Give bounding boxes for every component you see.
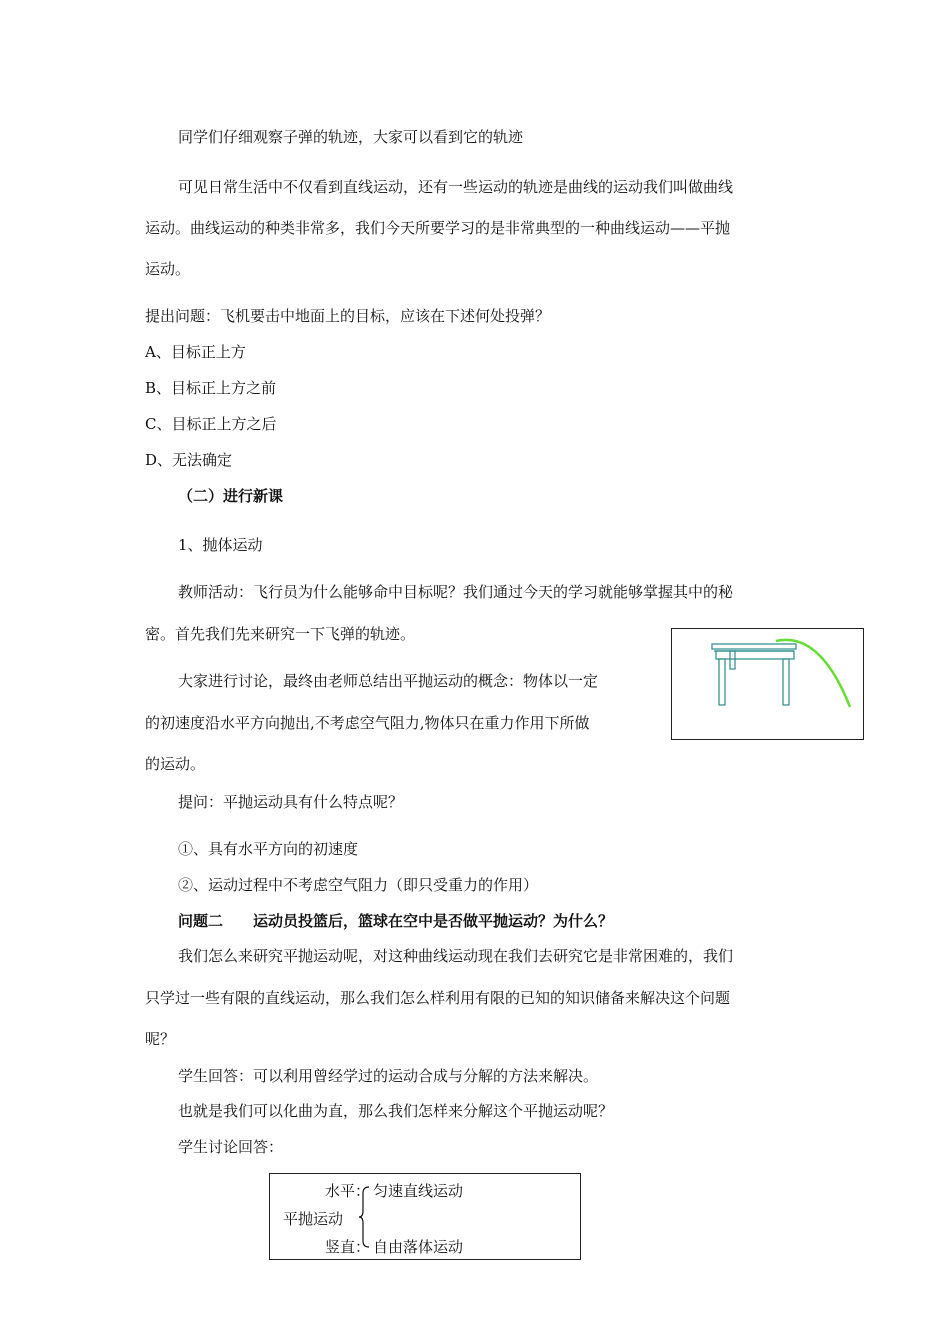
- option-d: D、无法确定: [145, 451, 233, 469]
- table-drawing: [712, 644, 796, 705]
- section-heading: （二）进行新课: [178, 487, 284, 505]
- paragraph-curve-intro-1: 可见日常生活中不仅看到直线运动，还有一些运动的轨迹是曲线的运动我们叫做曲线: [178, 178, 734, 196]
- main-label: 平抛运动: [283, 1210, 344, 1228]
- paragraph-curve-intro-2: 运动。曲线运动的种类非常多，我们今天所要学习的是非常典型的一种曲线运动——平抛: [145, 219, 731, 237]
- option-c: C、目标正上方之后: [145, 415, 277, 433]
- ask-question: 提问：平抛运动具有什么特点呢？: [178, 793, 404, 811]
- teacher-activity-1: 教师活动：飞行员为什么能够命中目标呢？我们通过今天的学习就能够掌握其中的秘: [178, 583, 734, 601]
- discussion-3: 的运动。: [145, 755, 206, 773]
- feature-1: ①、具有水平方向的初速度: [178, 840, 359, 858]
- projectile-figure: [671, 628, 864, 740]
- vertical-label: 竖直：: [325, 1238, 371, 1256]
- paragraph-bullet-trajectory: 同学们仔细观察子弹的轨迹，大家可以看到它的轨迹: [178, 128, 524, 146]
- option-a: A、目标正上方: [145, 343, 246, 361]
- decompose-question: 也就是我们可以化曲为直，那么我们怎样来分解这个平抛运动呢？: [178, 1102, 614, 1120]
- student-answer: 学生回答：可以利用曾经学过的运动合成与分解的方法来解决。: [178, 1067, 599, 1085]
- teacher-activity-2: 密。首先我们先来研究一下飞弹的轨迹。: [145, 625, 416, 643]
- discussion-2: 的初速度沿水平方向抛出,不考虑空气阻力,物体只在重力作用下所做: [145, 714, 590, 732]
- horizontal-value: 匀速直线运动: [373, 1182, 464, 1200]
- feature-2: ②、运动过程中不考虑空气阻力（即只受重力的作用）: [178, 876, 539, 894]
- research-2: 只学过一些有限的直线运动，那么我们怎么样利用有限的已知的知识储备来解决这个问题: [145, 989, 731, 1007]
- research-3: 呢？: [145, 1030, 176, 1048]
- vertical-value: 自由落体运动: [373, 1238, 464, 1256]
- student-discussion: 学生讨论回答：: [178, 1138, 284, 1156]
- option-b: B、目标正上方之前: [145, 379, 277, 397]
- trajectory-curve: [776, 640, 850, 707]
- horizontal-label: 水平：: [325, 1182, 371, 1200]
- discussion-1: 大家进行讨论，最终由老师总结出平抛运动的概念：物体以一定: [178, 672, 599, 690]
- subsection-heading: 1、抛体运动: [178, 536, 263, 554]
- research-1: 我们怎么来研究平抛运动呢，对这种曲线运动现在我们去研究它是非常困难的，我们: [178, 947, 734, 965]
- question-text: 提出问题：飞机要击中地面上的目标，应该在下述何处投弹？: [145, 307, 551, 325]
- table-trajectory-illustration: [672, 629, 863, 739]
- question-two: 问题二 运动员投篮后，篮球在空中是否做平抛运动？为什么？: [178, 912, 614, 930]
- decomposition-diagram: [269, 1173, 581, 1260]
- paragraph-curve-intro-3: 运动。: [145, 260, 191, 278]
